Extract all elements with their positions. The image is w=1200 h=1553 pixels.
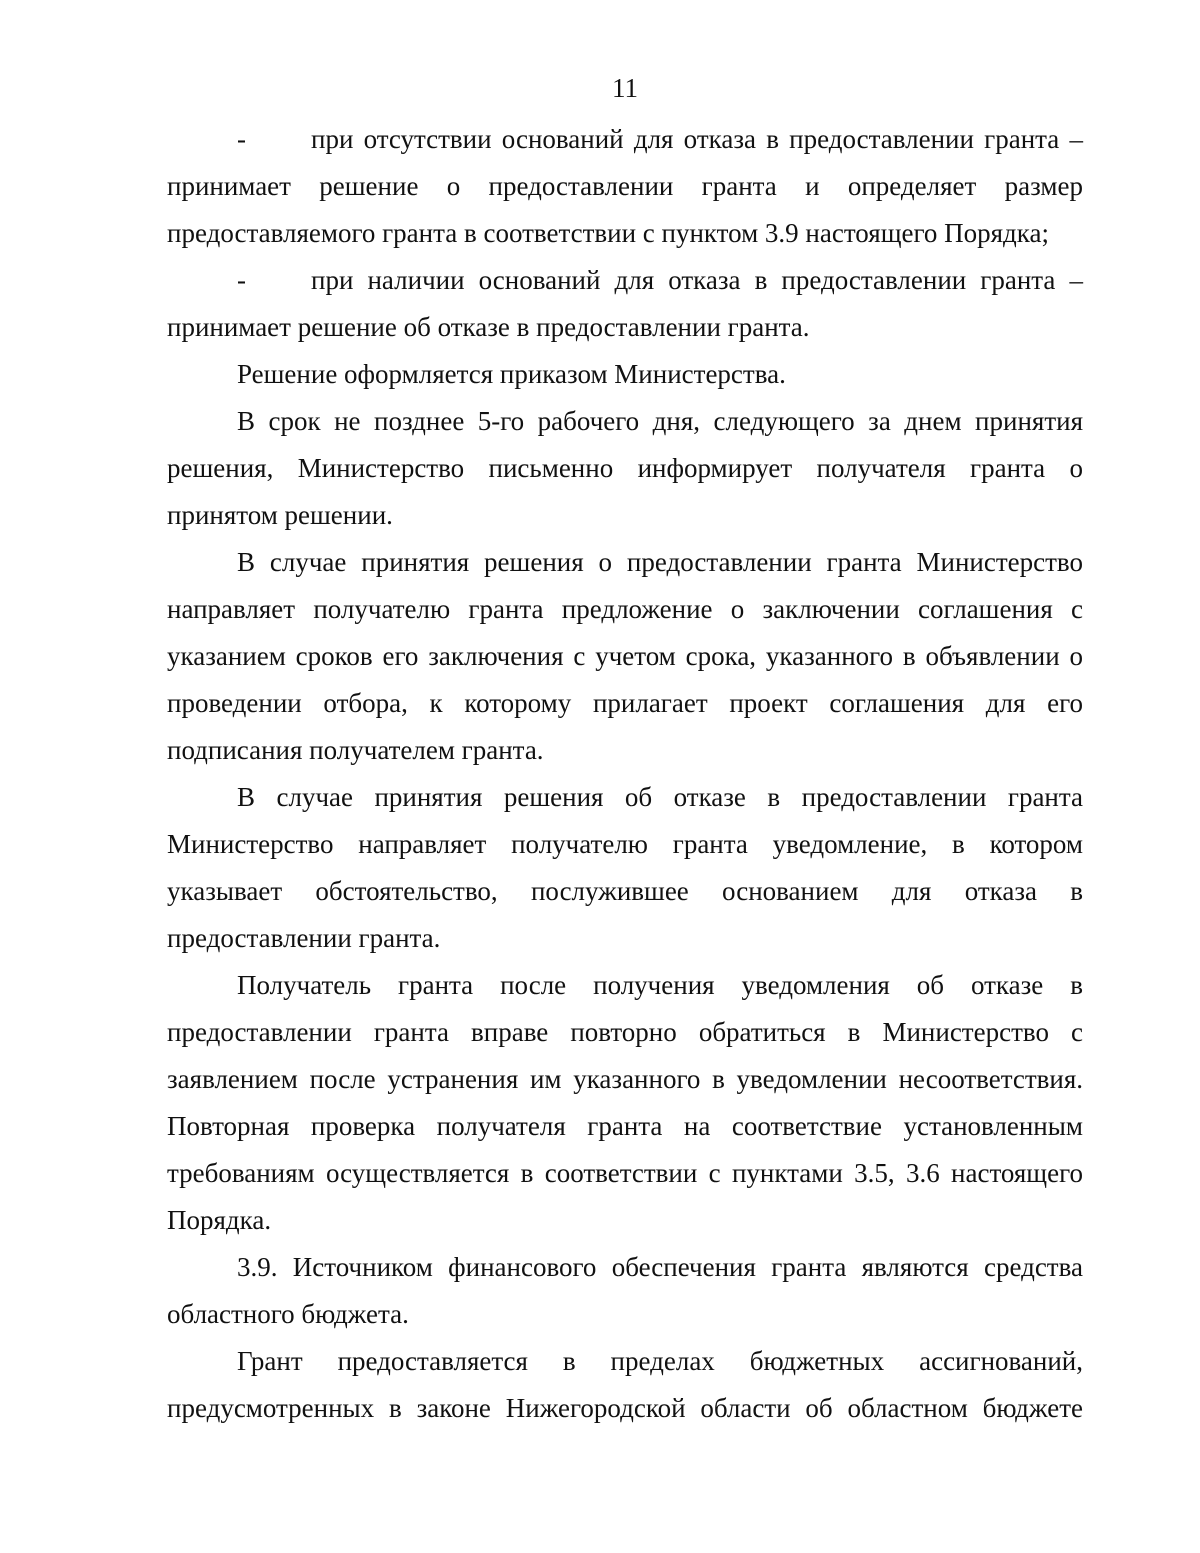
paragraph-grant-refusal: В случае принятия решения об отказе в предоставлении гранта Министерство направляет получателю гранта уведомление, в котором указывает обстоятельство, послужившее основанием для отказа в предоставлении гранта. [167,782,1083,953]
document-body [167,116,1083,1432]
page-number: 11 [612,73,638,103]
paragraph-grant-approval: В случае принятия решения о предоставлении гранта Министерство направляет получателю гранта предложение о заключении соглашения с указанием сроков его заключения с учетом срока, указанного в объявлении о проведении отбора, к которому прилагает проект соглашения для его подписания получателем гранта. [167,547,1083,765]
paragraph-section-3-9: 3.9. Источником финансового обеспечения гранта являются средства областного бюджета. [167,1252,1083,1329]
list-dash: - [237,265,246,295]
list-item-text: при отсутствии оснований для отказа в предоставлении гранта – принимает решение о предоставлении гранта и определяет размер предоставляемого гранта в соответствии с пунктом 3.9 настоящего Порядка; [167,124,1083,248]
paragraph-notification-deadline: В срок не позднее 5-го рабочего дня, следующего за днем принятия решения, Министерство письменно информирует получателя гранта о принятом решении. [167,406,1083,530]
paragraph-budget-limits: Грант предоставляется в пределах бюджетных ассигнований, предусмотренных в законе Нижегородской области об областном бюджете [167,1346,1083,1423]
paragraph-decision-order: Решение оформляется приказом Министерства. [237,359,786,389]
list-item-text: при наличии оснований для отказа в предоставлении гранта – принимает решение об отказе в предоставлении гранта. [167,265,1083,342]
list-item-grounds [167,257,1083,351]
list-item-no-grounds [167,116,1083,257]
paragraph-reapplication: Получатель гранта после получения уведомления об отказе в предоставлении гранта вправе повторно обратиться в Министерство с заявлением после устранения им указанного в уведомлении несоответствия. Повторная проверка получателя гранта на соответствие установленным требованиям осуществляется в соответствии с пунктами 3.5, 3.6 настоящего Порядка. [167,970,1083,1235]
list-dash: - [237,124,246,154]
